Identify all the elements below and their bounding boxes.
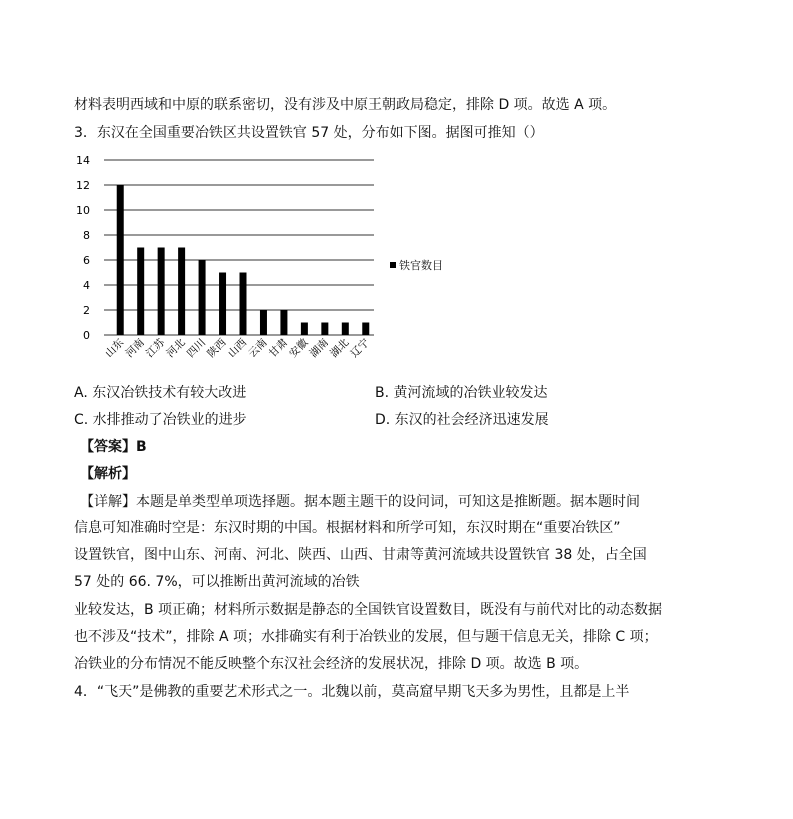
- detail-line-5: 业较发达，B 项正确；材料所示数据是静态的全国铁官设置数目，既没有与前代对比的动态数据: [74, 602, 663, 618]
- detail-line-1: 【详解】本题是单类型单项选择题。据本题主题干的设问词，可知这是推断题。据本题时间: [80, 494, 640, 510]
- x-tick-label: 湖北: [328, 336, 352, 360]
- x-tick-label: 江苏: [143, 336, 168, 360]
- detail-line-3: 设置铁官，图中山东、河南、河北、陕西、山西、甘肃等黄河流域共设置铁官 38 处，占全国: [74, 547, 647, 563]
- option-d: D. 东汉的社会经济迅速发展: [375, 412, 549, 428]
- question-4-stem: 4．“飞天”是佛教的重要艺术形式之一。北魏以前，莫高窟早期飞天多为男性，且都是上半: [74, 684, 630, 700]
- x-tick-label: 辽宁: [348, 336, 372, 360]
- y-tick-label: 0: [83, 329, 90, 342]
- x-tick-label: 山东: [103, 336, 127, 360]
- previous-answer-line: 材料表明西域和中原的联系密切，没有涉及中原王朝政局稳定，排除 D 项。故选 A 项。: [74, 97, 617, 113]
- option-a: A. 东汉冶铁技术有较大改进: [74, 385, 247, 401]
- x-tick-label: 四川: [184, 336, 209, 360]
- bar-0: [117, 185, 124, 335]
- bar-2: [158, 248, 165, 336]
- bar-7: [260, 310, 267, 335]
- y-tick-label: 12: [76, 179, 90, 192]
- x-tick-label: 安徽: [287, 336, 311, 360]
- x-tick-label: 山西: [225, 336, 250, 360]
- chart-legend: [390, 258, 443, 272]
- detail-line-6: 也不涉及“技术”，排除 A 项；水排确实有利于冶铁业的发展，但与题干信息无关，排除 C 项；: [74, 629, 658, 645]
- bar-5: [219, 273, 226, 336]
- y-tick-label: 4: [83, 279, 90, 292]
- y-tick-label: 6: [83, 254, 90, 267]
- question-3-stem: 3．东汉在全国重要冶铁区共设置铁官 57 处，分布如下图。据图可推知（）: [74, 125, 544, 141]
- bar-6: [240, 273, 247, 336]
- option-b: B. 黄河流域的冶铁业较发达: [375, 385, 548, 401]
- y-tick-label: 2: [83, 304, 90, 317]
- x-tick-label: 河北: [164, 336, 188, 360]
- iron-office-bar-chart: [74, 150, 474, 380]
- detail-line-2: 信息可知准确时空是：东汉时期的中国。根据材料和所学可知，东汉时期在“重要冶铁区”: [74, 520, 621, 536]
- y-tick-label: 10: [76, 204, 90, 217]
- answer-label: 【答案】B: [80, 439, 147, 455]
- analysis-title: 【解析】: [80, 466, 136, 482]
- x-tick-label: 甘肃: [266, 336, 291, 360]
- x-tick-label: 湖南: [307, 336, 331, 360]
- x-tick-label: 云南: [246, 336, 270, 360]
- x-tick-label: 河南: [123, 336, 147, 360]
- detail-line-4: 57 处的 66. 7%，可以推断出黄河流域的冶铁: [74, 574, 360, 590]
- bar-11: [342, 323, 349, 336]
- x-tick-label: 陕西: [205, 336, 229, 360]
- option-c: C. 水排推动了冶铁业的进步: [74, 412, 247, 428]
- detail-line-7: 冶铁业的分布情况不能反映整个东汉社会经济的发展状况，排除 D 项。故选 B 项。: [74, 656, 589, 672]
- legend-label: 铁官数目: [399, 259, 443, 272]
- bar-9: [301, 323, 308, 336]
- bar-1: [137, 248, 144, 336]
- y-tick-label: 14: [76, 154, 90, 167]
- y-tick-label: 8: [83, 229, 90, 242]
- bar-10: [321, 323, 328, 336]
- bar-8: [280, 310, 287, 335]
- bar-12: [362, 323, 369, 336]
- bar-4: [199, 260, 206, 335]
- bar-3: [178, 248, 185, 336]
